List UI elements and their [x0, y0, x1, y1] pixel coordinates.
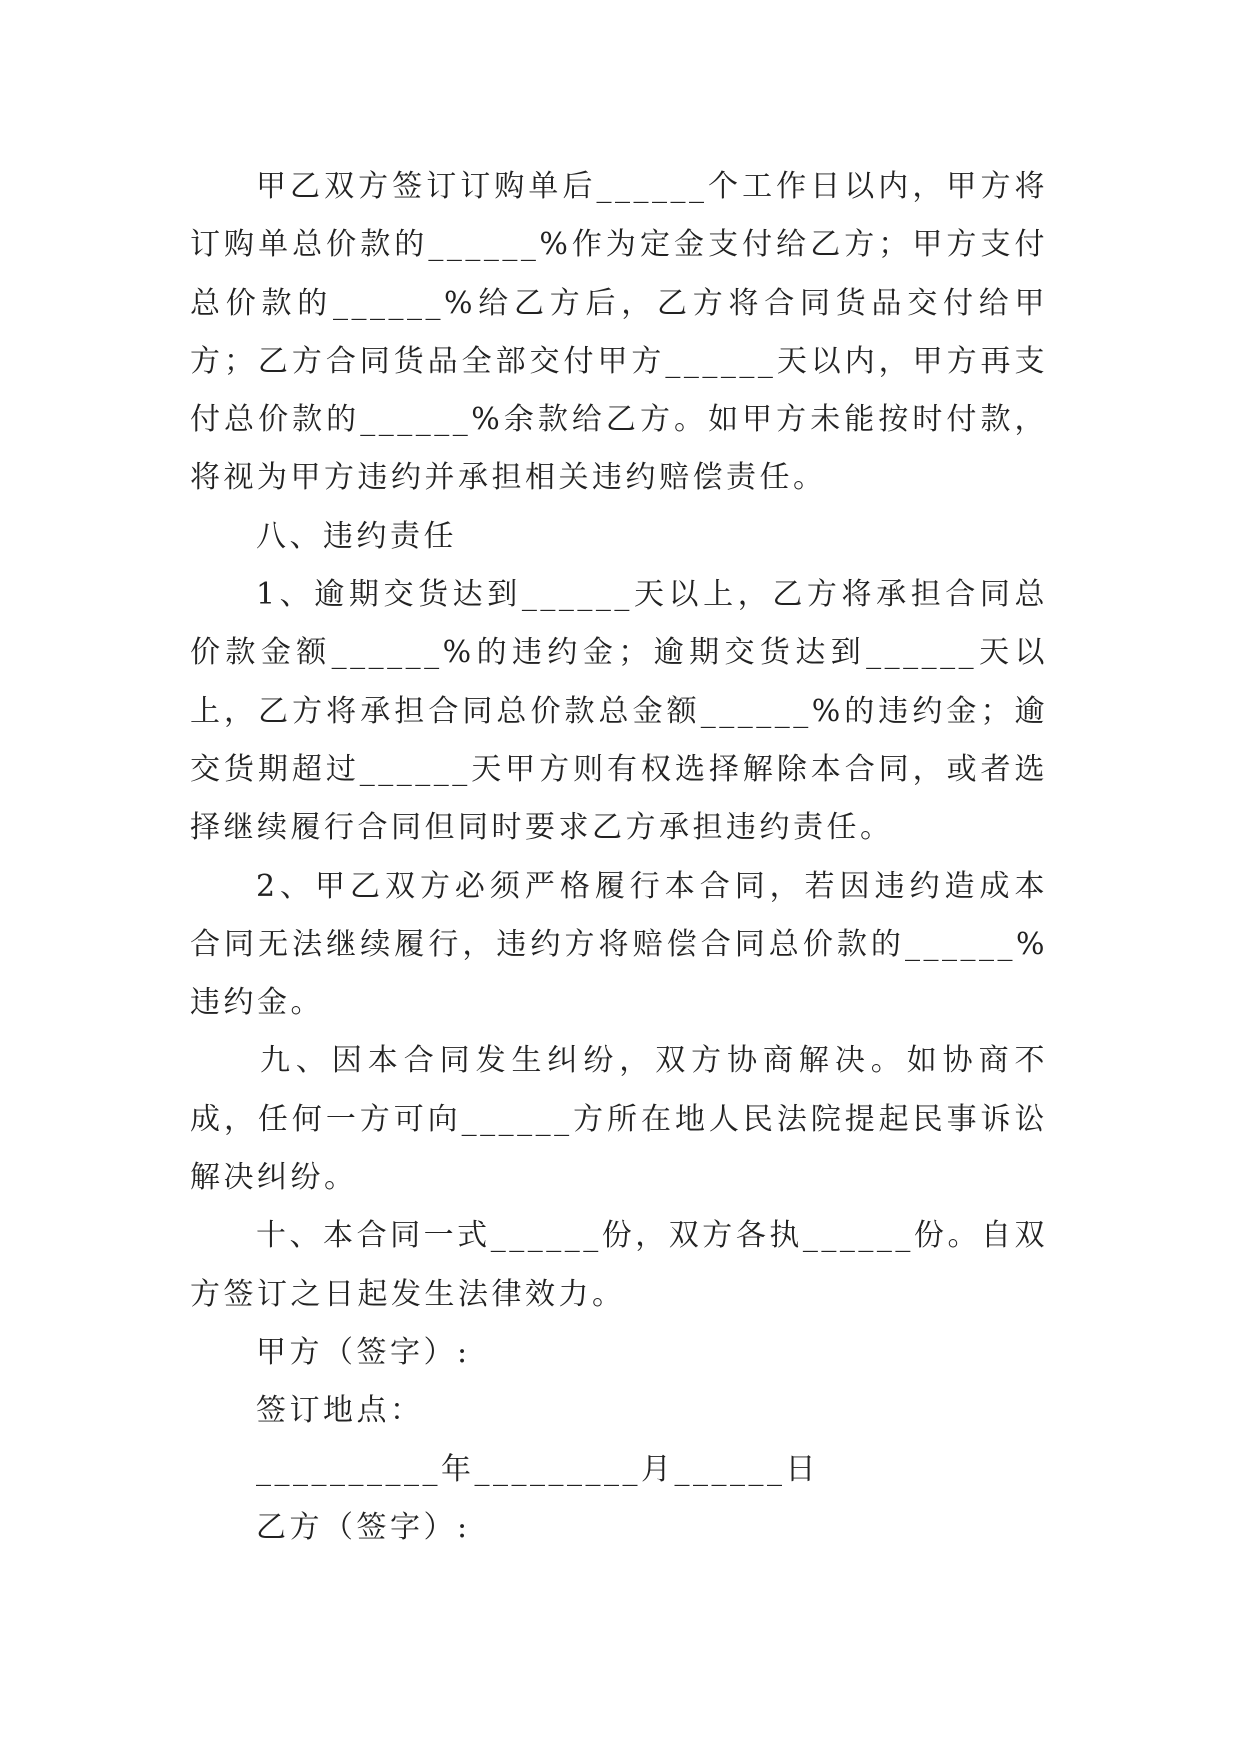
copies-clause: 十、本合同一式______份，双方各执______份。自双方签订之日起发生法律效力。 — [190, 1218, 1048, 1312]
breach-clause-1: 1、逾期交货达到______天以上，乙方将承担合同总价款金额______%的违约金；逾期交货达到______天以上，乙方将承担合同总价款总金额______%的违约金；逾交货期超过______天甲方则有权选择解除本合同，或者选择继续履行合同但同时要求乙方承担违约责任。 — [190, 577, 1048, 846]
party-a-signature-line: 甲方（签字）: — [256, 1334, 471, 1370]
payment-terms-paragraph: 甲乙双方签订订购单后______个工作日以内，甲方将订购单总价款的______%作为定金支付给乙方；甲方支付总价款的______%给乙方后，乙方将合同货品交付给甲方；乙方合同货品全部交付甲方______天以内，甲方再支付总价款的______%余款给乙方。如甲方未能按时付款，将视为甲方违约并承担相关违约赔偿责任。 — [190, 169, 1048, 496]
contract-body — [190, 158, 1048, 1557]
breach-clause-2: 2、甲乙双方必须严格履行本合同，若因违约造成本合同无法继续履行，违约方将赔偿合同总价款的______%违约金。 — [190, 868, 1048, 1021]
signing-location-line: 签订地点： — [256, 1393, 424, 1429]
signing-date-line: __________年_________月______日 — [256, 1451, 819, 1487]
section-8-heading: 八、违约责任 — [256, 518, 457, 554]
party-b-signature-line: 乙方（签字）: — [256, 1509, 471, 1545]
dispute-clause: 九、因本合同发生纠纷，双方协商解决。如协商不成，任何一方可向______方所在地人民法院提起民事诉讼解决纠纷。 — [190, 1043, 1048, 1196]
